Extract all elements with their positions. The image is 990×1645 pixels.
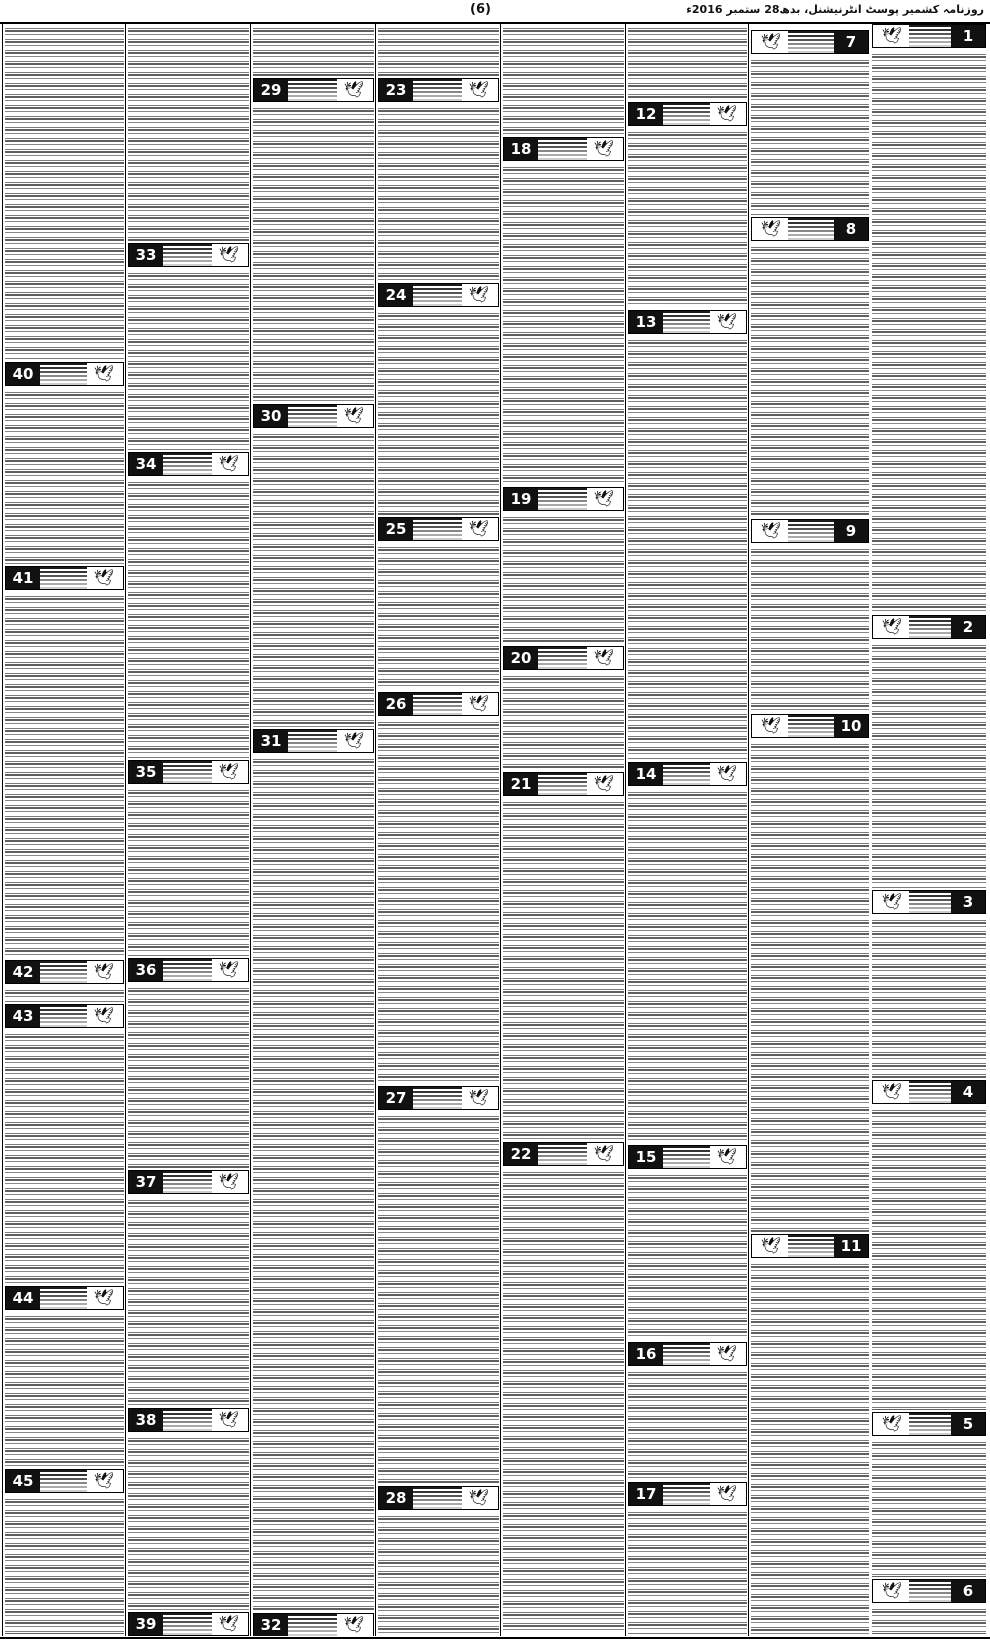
gradient-bar [538, 647, 587, 669]
article-text-block [872, 1440, 986, 1577]
bird-emblem-icon: 🕊 [218, 1410, 240, 1429]
gradient-bar [288, 1614, 337, 1636]
gradient-bar [538, 773, 587, 795]
bird-emblem-icon: 🕊 [218, 960, 240, 979]
article-text-block [628, 790, 747, 1143]
section-badge-1 [872, 24, 986, 48]
section-badge-36 [128, 958, 249, 982]
section-badge-10 [751, 714, 869, 738]
gradient-bar [413, 1087, 462, 1109]
bird-emblem-icon: 🕊 [716, 104, 738, 123]
bird-emblem-icon: 🕊 [93, 568, 115, 587]
section-number: 11 [834, 1235, 868, 1257]
section-badge-5 [872, 1412, 986, 1436]
section-badge-9 [751, 519, 869, 543]
gradient-bar [40, 1470, 87, 1492]
gradient-bar [538, 1143, 587, 1165]
article-text-block [253, 757, 374, 1611]
bird-emblem-icon: 🕊 [468, 285, 490, 304]
article-text-block [378, 545, 499, 690]
bird-emblem-icon: 🕊 [760, 521, 782, 540]
section-badge-28 [378, 1486, 499, 1510]
article-text-block [872, 1607, 986, 1634]
gradient-bar [413, 79, 462, 101]
section-number: 15 [629, 1146, 663, 1168]
section-badge-23 [378, 78, 499, 102]
article-text-block [628, 1173, 747, 1340]
article-text-block [503, 1170, 624, 1634]
article-text-block [503, 515, 624, 644]
section-number: 12 [629, 103, 663, 125]
section-number: 21 [504, 773, 538, 795]
article-text-block [751, 742, 869, 1232]
bird-emblem-icon: 🕊 [716, 1344, 738, 1363]
section-number: 20 [504, 647, 538, 669]
gradient-bar [663, 1483, 710, 1505]
bird-emblem-icon: 🕊 [218, 1172, 240, 1191]
section-number: 9 [834, 520, 868, 542]
section-badge-11 [751, 1234, 869, 1258]
bird-emblem-icon: 🕊 [343, 80, 365, 99]
section-badge-7 [751, 30, 869, 54]
bird-emblem-icon: 🕊 [468, 1488, 490, 1507]
gradient-bar [663, 763, 710, 785]
section-badge-38 [128, 1408, 249, 1432]
section-badge-33 [128, 243, 249, 267]
bird-emblem-icon: 🕊 [218, 1614, 240, 1633]
section-number: 8 [834, 218, 868, 240]
article-text-block [128, 1436, 249, 1610]
gradient-bar [909, 1580, 951, 1602]
gradient-bar [40, 961, 87, 983]
bird-emblem-icon: 🕊 [716, 1484, 738, 1503]
bird-emblem-icon: 🕊 [93, 1006, 115, 1025]
section-number: 44 [6, 1287, 40, 1309]
section-number: 26 [379, 693, 413, 715]
bird-emblem-icon: 🕊 [343, 1615, 365, 1634]
column-4 [500, 24, 626, 1636]
article-text-block [378, 311, 499, 515]
section-badge-39 [128, 1612, 249, 1636]
gradient-bar [163, 761, 212, 783]
bird-emblem-icon: 🕊 [760, 219, 782, 238]
article-text-block [5, 1497, 124, 1634]
article-text-block [378, 720, 499, 1084]
gradient-bar [163, 959, 212, 981]
section-number: 19 [504, 488, 538, 510]
article-text-block [5, 594, 124, 958]
publication-dateline: روزنامہ کشمیر پوسٹ انٹرنیشنل، بدھ28 ستمبر 2016ء [686, 3, 984, 16]
article-text-block [128, 788, 249, 956]
section-number: 30 [254, 405, 288, 427]
article-text-block [378, 1114, 499, 1484]
section-badge-4 [872, 1080, 986, 1104]
article-text-block [751, 58, 869, 215]
bird-emblem-icon: 🕊 [343, 406, 365, 425]
bird-emblem-icon: 🕊 [468, 1088, 490, 1107]
bird-emblem-icon: 🕊 [343, 731, 365, 750]
article-text-block [253, 26, 374, 76]
article-text-block [751, 245, 869, 517]
bird-emblem-icon: 🕊 [881, 26, 903, 45]
gradient-bar [413, 518, 462, 540]
article-text-block [5, 1314, 124, 1467]
section-badge-15 [628, 1145, 747, 1169]
article-text-block [628, 1370, 747, 1480]
section-number: 33 [129, 244, 163, 266]
article-text-block [128, 986, 249, 1168]
section-badge-6 [872, 1579, 986, 1603]
gradient-bar [909, 1081, 951, 1103]
bird-emblem-icon: 🕊 [468, 80, 490, 99]
section-number: 14 [629, 763, 663, 785]
article-text-block [872, 1108, 986, 1410]
gradient-bar [788, 218, 834, 240]
gradient-bar [413, 284, 462, 306]
section-number: 39 [129, 1613, 163, 1635]
section-number: 1 [951, 25, 985, 47]
section-badge-37 [128, 1170, 249, 1194]
section-number: 18 [504, 138, 538, 160]
gradient-bar [909, 891, 951, 913]
page-footer-rule [0, 1637, 990, 1645]
section-badge-27 [378, 1086, 499, 1110]
bird-emblem-icon: 🕊 [760, 716, 782, 735]
section-badge-40 [5, 362, 124, 386]
article-columns [0, 24, 990, 1636]
column-8 [2, 24, 126, 1636]
section-badge-45 [5, 1469, 124, 1493]
article-text-block [253, 432, 374, 727]
section-number: 3 [951, 891, 985, 913]
bird-emblem-icon: 🕊 [593, 139, 615, 158]
gradient-bar [663, 103, 710, 125]
gradient-bar [663, 1146, 710, 1168]
column-7 [125, 24, 251, 1636]
section-number: 25 [379, 518, 413, 540]
section-badge-26 [378, 692, 499, 716]
section-number: 35 [129, 761, 163, 783]
gradient-bar [288, 79, 337, 101]
article-text-block [872, 643, 986, 888]
section-number: 32 [254, 1614, 288, 1636]
bird-emblem-icon: 🕊 [593, 489, 615, 508]
article-text-block [628, 130, 747, 308]
gradient-bar [163, 1409, 212, 1431]
section-number: 29 [254, 79, 288, 101]
section-number: 10 [834, 715, 868, 737]
column-6 [250, 24, 376, 1636]
gradient-bar [538, 488, 587, 510]
bird-emblem-icon: 🕊 [93, 962, 115, 981]
section-badge-25 [378, 517, 499, 541]
bird-emblem-icon: 🕊 [716, 312, 738, 331]
gradient-bar [788, 31, 834, 53]
article-text-block [5, 988, 124, 1002]
section-badge-43 [5, 1004, 124, 1028]
section-number: 23 [379, 79, 413, 101]
section-badge-14 [628, 762, 747, 786]
page-header [0, 0, 990, 24]
section-number: 31 [254, 730, 288, 752]
section-number: 41 [6, 567, 40, 589]
section-number: 13 [629, 311, 663, 333]
gradient-bar [788, 1235, 834, 1257]
section-number: 34 [129, 453, 163, 475]
section-number: 16 [629, 1343, 663, 1365]
section-number: 27 [379, 1087, 413, 1109]
gradient-bar [413, 693, 462, 715]
section-number: 43 [6, 1005, 40, 1027]
bird-emblem-icon: 🕊 [760, 1236, 782, 1255]
gradient-bar [663, 311, 710, 333]
gradient-bar [288, 405, 337, 427]
section-badge-19 [503, 487, 624, 511]
article-text-block [5, 390, 124, 564]
bird-emblem-icon: 🕊 [468, 694, 490, 713]
article-text-block [5, 26, 124, 360]
gradient-bar [413, 1487, 462, 1509]
section-number: 6 [951, 1580, 985, 1602]
bird-emblem-icon: 🕊 [716, 764, 738, 783]
gradient-bar [909, 1413, 951, 1435]
article-text-block [628, 1510, 747, 1634]
article-text-block [628, 26, 747, 100]
section-number: 17 [629, 1483, 663, 1505]
section-badge-44 [5, 1286, 124, 1310]
section-number: 28 [379, 1487, 413, 1509]
bird-emblem-icon: 🕊 [93, 1288, 115, 1307]
article-text-block [253, 106, 374, 402]
article-text-block [503, 26, 624, 135]
gradient-bar [40, 363, 87, 385]
section-number: 36 [129, 959, 163, 981]
article-text-block [378, 1514, 499, 1634]
section-number: 4 [951, 1081, 985, 1103]
gradient-bar [788, 715, 834, 737]
section-badge-2 [872, 615, 986, 639]
column-2 [748, 24, 871, 1636]
gradient-bar [663, 1343, 710, 1365]
section-badge-3 [872, 890, 986, 914]
article-text-block [378, 26, 499, 76]
article-text-block [628, 338, 747, 760]
section-badge-41 [5, 566, 124, 590]
bird-emblem-icon: 🕊 [881, 1414, 903, 1433]
section-badge-16 [628, 1342, 747, 1366]
section-number: 40 [6, 363, 40, 385]
gradient-bar [788, 520, 834, 542]
section-badge-32 [253, 1613, 374, 1636]
bird-emblem-icon: 🕊 [760, 32, 782, 51]
section-badge-21 [503, 772, 624, 796]
section-number: 2 [951, 616, 985, 638]
bird-emblem-icon: 🕊 [218, 454, 240, 473]
article-text-block [378, 106, 499, 281]
article-text-block [751, 1262, 869, 1634]
page-number: (6) [470, 2, 491, 17]
section-badge-17 [628, 1482, 747, 1506]
gradient-bar [40, 567, 87, 589]
bird-emblem-icon: 🕊 [593, 1144, 615, 1163]
column-3 [625, 24, 749, 1636]
article-text-block [751, 547, 869, 712]
gradient-bar [538, 138, 587, 160]
section-number: 7 [834, 31, 868, 53]
bird-emblem-icon: 🕊 [593, 774, 615, 793]
section-badge-42 [5, 960, 124, 984]
bird-emblem-icon: 🕊 [93, 364, 115, 383]
article-text-block [503, 165, 624, 485]
bird-emblem-icon: 🕊 [881, 892, 903, 911]
section-badge-22 [503, 1142, 624, 1166]
section-badge-20 [503, 646, 624, 670]
bird-emblem-icon: 🕊 [881, 617, 903, 636]
section-number: 5 [951, 1413, 985, 1435]
gradient-bar [40, 1287, 87, 1309]
bird-emblem-icon: 🕊 [93, 1471, 115, 1490]
bird-emblem-icon: 🕊 [218, 762, 240, 781]
article-text-block [128, 271, 249, 450]
gradient-bar [163, 1171, 212, 1193]
section-number: 37 [129, 1171, 163, 1193]
section-number: 45 [6, 1470, 40, 1492]
gradient-bar [163, 1613, 212, 1635]
section-badge-12 [628, 102, 747, 126]
section-badge-18 [503, 137, 624, 161]
column-5 [375, 24, 501, 1636]
article-text-block [128, 480, 249, 758]
bird-emblem-icon: 🕊 [881, 1581, 903, 1600]
bird-emblem-icon: 🕊 [881, 1082, 903, 1101]
section-badge-30 [253, 404, 374, 428]
bird-emblem-icon: 🕊 [593, 648, 615, 667]
section-number: 22 [504, 1143, 538, 1165]
article-text-block [872, 52, 986, 613]
section-badge-34 [128, 452, 249, 476]
gradient-bar [40, 1005, 87, 1027]
gradient-bar [909, 616, 951, 638]
article-text-block [503, 674, 624, 770]
section-number: 38 [129, 1409, 163, 1431]
section-number: 24 [379, 284, 413, 306]
section-badge-24 [378, 283, 499, 307]
section-badge-31 [253, 729, 374, 753]
column-1 [870, 24, 988, 1636]
article-text-block [5, 1032, 124, 1284]
bird-emblem-icon: 🕊 [716, 1147, 738, 1166]
section-number: 42 [6, 961, 40, 983]
section-badge-8 [751, 217, 869, 241]
article-text-block [503, 800, 624, 1140]
section-badge-13 [628, 310, 747, 334]
section-badge-29 [253, 78, 374, 102]
article-text-block [128, 26, 249, 241]
gradient-bar [909, 25, 951, 47]
gradient-bar [163, 244, 212, 266]
article-text-block [872, 918, 986, 1078]
gradient-bar [163, 453, 212, 475]
article-text-block [128, 1198, 249, 1406]
section-badge-35 [128, 760, 249, 784]
bird-emblem-icon: 🕊 [468, 519, 490, 538]
gradient-bar [288, 730, 337, 752]
bird-emblem-icon: 🕊 [218, 245, 240, 264]
